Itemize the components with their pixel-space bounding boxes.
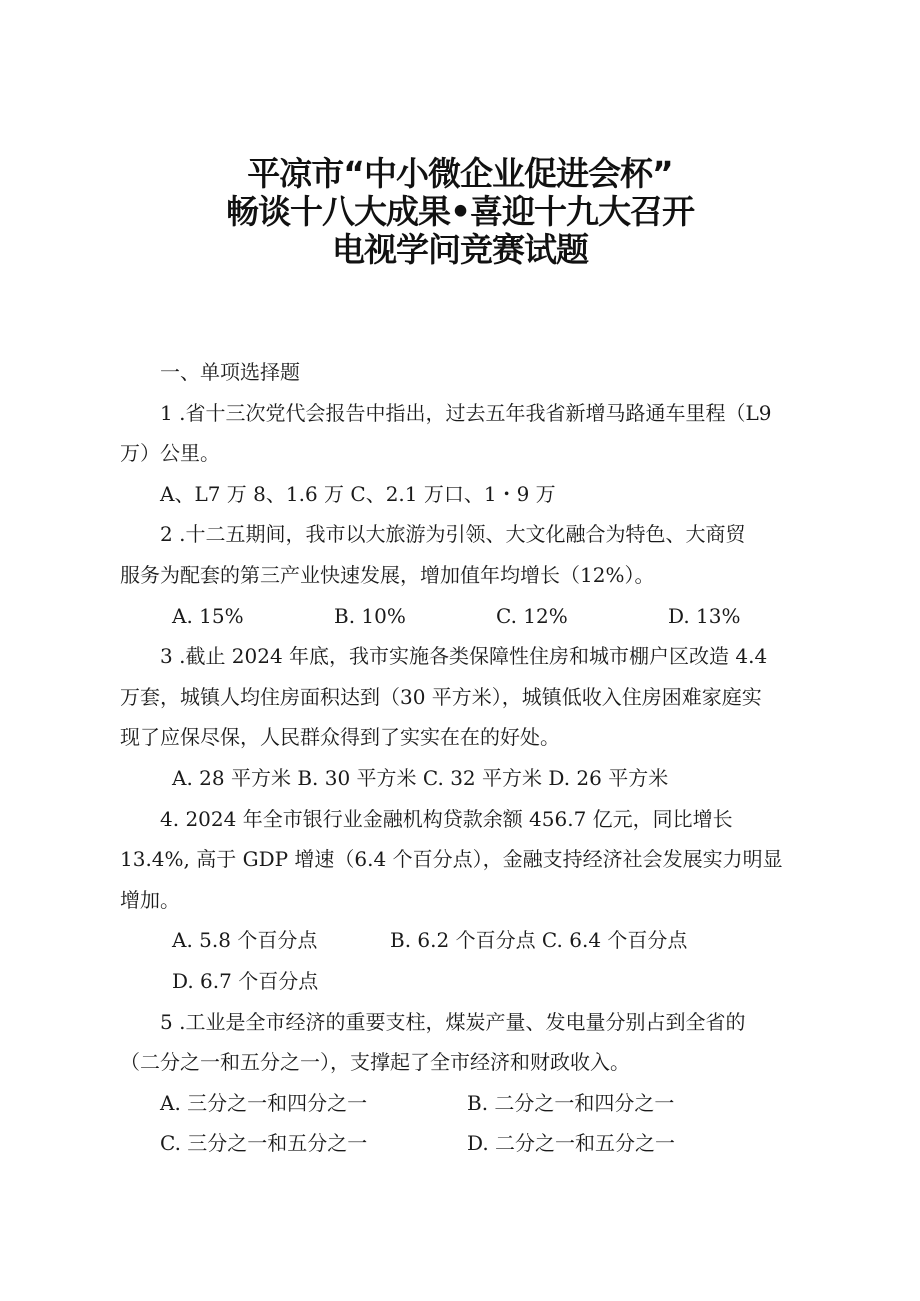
option-c: C. 12%: [496, 603, 568, 628]
question-options-row-1: [120, 1083, 820, 1124]
question-text-line: 万套，城镇人均住房面积达到（30 平方米），城镇低收入住房困难家庭实: [120, 684, 762, 709]
option-b-c: B. 6.2 个百分点 C. 6.4 个百分点: [390, 928, 688, 953]
option-a: A. 5.8 个百分点: [172, 928, 318, 953]
title-line-1: 平凉市“中小微企业促进会杯”: [247, 154, 673, 193]
question-text-line: 2 .十二五期间，我市以大旅游为引领、大文化融合为特色、大商贸: [160, 522, 746, 547]
document-title: [0, 155, 920, 269]
question-options: [120, 596, 820, 637]
question-3: [120, 636, 820, 798]
question-options: A. 28 平方米 B. 30 平方米 C. 32 平方米 D. 26 平方米: [172, 765, 669, 790]
question-text-line: 5 .工业是全市经济的重要支柱，煤炭产量、发电量分别占到全省的: [160, 1009, 746, 1034]
question-text-line: 13.4%, 高于 GDP 增速（6.4 个百分点），金融支持经济社会发展实力明显: [120, 847, 783, 872]
document-body: [120, 352, 820, 1164]
option-a: A. 15%: [172, 603, 244, 628]
question-text-line: 现了应保尽保，人民群众得到了实实在在的好处。: [120, 725, 560, 750]
question-5: [120, 1002, 820, 1164]
question-options-row-2: [120, 1123, 820, 1164]
question-text-line: 增加。: [120, 887, 180, 912]
question-options: A、L7 万 8、1.6 万 C、2.1 万口、1・9 万: [160, 481, 556, 506]
question-text-line: 3 .截止 2024 年底，我市实施各类保障性住房和城市棚户区改造 4.4: [160, 644, 768, 669]
question-text-line: （二分之一和五分之一），支撑起了全市经济和财政收入。: [120, 1050, 630, 1075]
option-b: B. 二分之一和四分之一: [467, 1090, 675, 1115]
title-line-2: 畅谈十八大成果•喜迎十九大召开: [225, 192, 695, 231]
option-d: D. 二分之一和五分之一: [467, 1131, 676, 1156]
question-text-line: 服务为配套的第三产业快速发展，增加值年均增长（12%）。: [120, 562, 655, 587]
section-heading: 一、单项选择题: [160, 360, 300, 384]
title-line-3: 电视学问竞赛试题: [332, 230, 588, 269]
question-text-line: 1 .省十三次党代会报告中指出，过去五年我省新增马路通车里程（L9: [160, 400, 772, 425]
question-4: [120, 799, 820, 1002]
option-c: C. 三分之一和五分之一: [160, 1131, 368, 1156]
option-b: B. 10%: [334, 603, 406, 628]
question-2: [120, 514, 820, 636]
option-d: D. 13%: [668, 603, 741, 628]
question-text-line: 万）公里。: [120, 441, 220, 466]
question-text-line: 4. 2024 年全市银行业金融机构贷款余额 456.7 亿元，同比增长: [160, 806, 733, 831]
option-d: D. 6.7 个百分点: [172, 968, 319, 993]
question-options: [120, 920, 820, 961]
option-a: A. 三分之一和四分之一: [160, 1090, 368, 1115]
question-1: [120, 393, 820, 515]
